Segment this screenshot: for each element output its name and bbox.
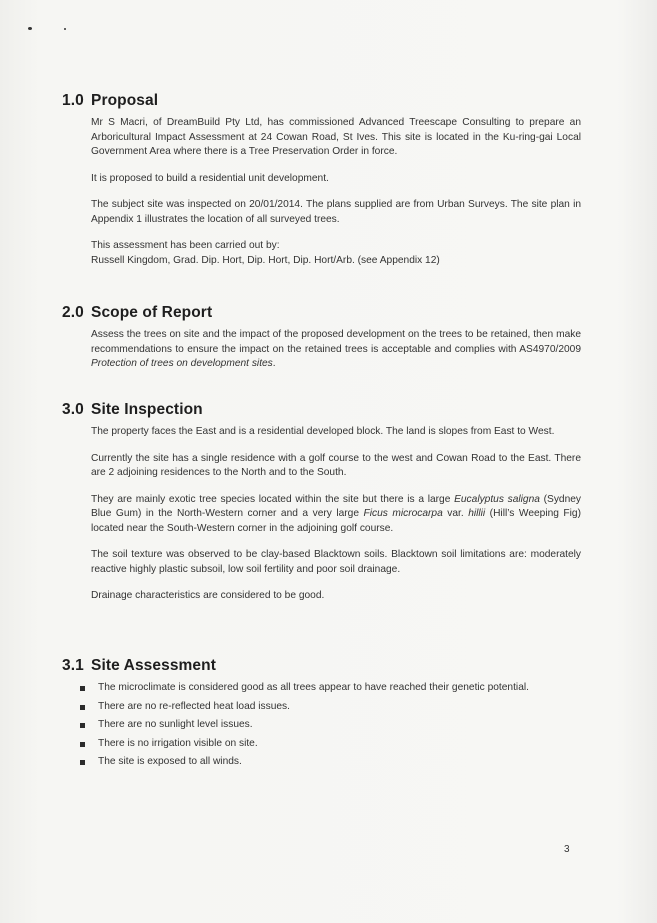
section-heading [62, 401, 582, 419]
list-item [80, 700, 550, 715]
bullet-square-icon [80, 742, 85, 747]
variety-name: hillii [468, 508, 486, 519]
paragraph: Currently the site has a single residence with a golf course to the west and Cowan Road to the East. There are 2 adjoining residences to the North and to the South. [91, 452, 581, 478]
list-item [80, 718, 550, 733]
section-heading [62, 657, 582, 675]
paragraph: Mr S Macri, of DreamBuild Pty Ltd, has commissioned Advanced Treescape Consulting to prepare an Arboricultural Impact Assessment at 24 Cowan Road, St Ives. This site is located in the Ku-ring-gai Local Government Area where there is a Tree Preservation Order in force. [91, 117, 581, 157]
author-credentials: Russell Kingdom, Grad. Dip. Hort, Dip. Hort, Dip. Hort/Arb. (see Appendix 12) [91, 254, 440, 266]
species-name: Ficus microcarpa [363, 508, 443, 519]
text-run: . [272, 358, 276, 369]
section-body [91, 328, 581, 372]
list-item-text: There is no irrigation visible on site. [98, 737, 258, 749]
standard-title: Protection of trees on development sites [91, 358, 273, 369]
paragraph [91, 239, 581, 268]
list-item-text: The site is exposed to all winds. [98, 756, 242, 767]
paragraph: It is proposed to build a residential unit development. [91, 172, 329, 184]
list-item [80, 681, 550, 696]
paragraph: The property faces the East and is a residential developed block. The land is slopes from East to West. [91, 426, 555, 437]
list-item-text: The microclimate is considered good as all trees appear to have reached their genetic potential. [98, 682, 529, 693]
paragraph [91, 328, 581, 372]
text-run: Assess the trees on site and the impact of the proposed development on the trees to be retained, then make recommendations to ensure the impact on the retained trees is acceptable and complies with AS4970/2009 [91, 329, 581, 355]
section-title: Proposal [91, 92, 159, 109]
author-intro: This assessment has been carried out by: [91, 240, 280, 251]
list-item-text: There are no re-reflected heat load issues. [98, 700, 290, 712]
section-body [91, 425, 581, 604]
page-number: 3 [564, 844, 570, 855]
scan-speck [64, 28, 66, 30]
section-heading [62, 92, 582, 110]
section-title: Site Assessment [91, 657, 216, 674]
scan-speck [28, 27, 32, 30]
text-run: (Sydney Blue Gum) in the North-Western corner and a very large [91, 493, 582, 519]
section-number: 3.0 [62, 401, 84, 418]
list-item-text: There are no sunlight level issues. [98, 719, 253, 730]
text-run: var. [442, 508, 469, 519]
bullet-square-icon [80, 723, 85, 728]
bullet-square-icon [80, 686, 85, 691]
text-run: (Hill’s Weeping Fig) located near the South-Western corner in the adjoining golf course. [91, 508, 581, 534]
section-body [91, 116, 581, 268]
paragraph [91, 493, 581, 537]
paragraph: The soil texture was observed to be clay-based Blacktown soils. Blacktown soil limitations are: moderately reactive highly plastic subsoil, low soil fertility and poor soil drainage. [91, 549, 581, 575]
section-proposal [62, 92, 582, 268]
section-title: Site Inspection [91, 401, 203, 418]
bullet-square-icon [80, 760, 85, 765]
bullet-square-icon [80, 705, 85, 710]
section-scope [62, 304, 582, 372]
section-number: 1.0 [62, 92, 84, 109]
text-run: They are mainly exotic tree species located within the site but there is a large [91, 493, 455, 505]
section-number: 2.0 [62, 304, 84, 321]
section-title: Scope of Report [91, 304, 213, 321]
paragraph: Drainage characteristics are considered to be good. [91, 590, 325, 601]
bullet-list [80, 681, 550, 770]
section-number: 3.1 [62, 657, 84, 674]
list-item [80, 755, 550, 770]
section-heading [62, 304, 582, 322]
list-item [80, 737, 550, 752]
section-assessment [62, 657, 582, 774]
species-name: Eucalyptus saligna [454, 493, 540, 505]
section-inspection [62, 401, 582, 604]
paragraph: The subject site was inspected on 20/01/2014. The plans supplied are from Urban Surveys. The site plan in Appendix 1 illustrates the location of all surveyed trees. [91, 199, 581, 225]
